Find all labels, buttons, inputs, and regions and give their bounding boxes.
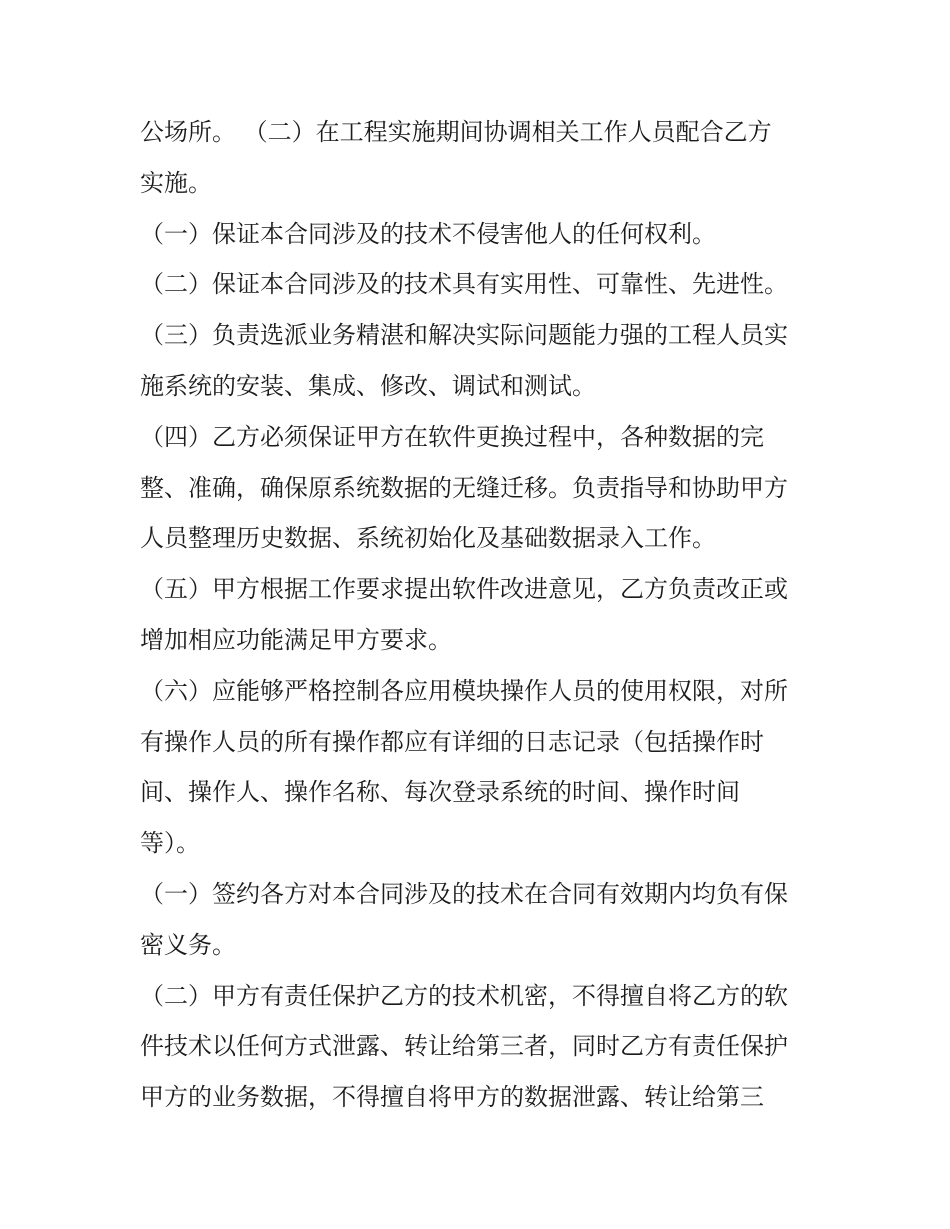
text-line: 增加相应功能满足甲方要求。 [140, 625, 452, 654]
text-line: （一）签约各方对本合同涉及的技术在合同有效期内均负有保 [140, 879, 788, 908]
text-line: 等）。 [140, 829, 200, 858]
text-line: （三）负责选派业务精湛和解决实际问题能力强的工程人员实 [140, 321, 788, 350]
text-line: （二）甲方有责任保护乙方的技术机密，不得擅自将乙方的软 [140, 981, 788, 1010]
text-line: 甲方的业务数据，不得擅自将甲方的数据泄露、转让给第三 [140, 1083, 764, 1112]
text-line: （四）乙方必须保证甲方在软件更换过程中，各种数据的完 [140, 422, 764, 451]
text-line: （一）保证本合同涉及的技术不侵害他人的任何权利。 [140, 219, 716, 248]
text-line: （二）保证本合同涉及的技术具有实用性、可靠性、先进性。 [140, 270, 788, 299]
document-body [140, 107, 820, 1123]
text-line: 施系统的安装、集成、修改、调试和测试。 [140, 371, 596, 400]
text-line: 密义务。 [140, 930, 236, 959]
text-line: 人员整理历史数据、系统初始化及基础数据录入工作。 [140, 524, 716, 553]
text-line: 公场所。 （二）在工程实施期间协调相关工作人员配合乙方 [140, 118, 772, 146]
text-line: 整、准确，确保原系统数据的无缝迁移。负责指导和协助甲方 [140, 473, 788, 502]
text-line: 间、操作人、操作名称、每次登录系统的时间、操作时间 [140, 778, 740, 807]
text-line: 件技术以任何方式泄露、转让给第三者，同时乙方有责任保护 [140, 1032, 788, 1061]
text-line: （六）应能够严格控制各应用模块操作人员的使用权限，对所 [140, 676, 788, 705]
text-line: 有操作人员的所有操作都应有详细的日志记录（包括操作时 [140, 727, 764, 756]
text-line: 实施。 [140, 168, 212, 197]
text-line: （五）甲方根据工作要求提出软件改进意见，乙方负责改正或 [140, 575, 788, 604]
